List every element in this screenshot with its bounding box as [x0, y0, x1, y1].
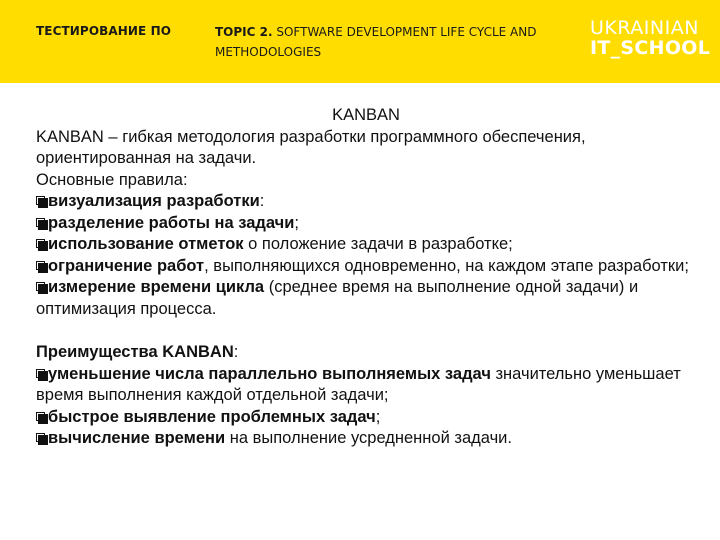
- advantage-bold: уменьшение числа параллельно выполняемых задач: [48, 364, 491, 383]
- checkbox-bullet-icon: [36, 195, 48, 208]
- advantages-heading-rest: :: [233, 343, 239, 361]
- logo-line-2: IT_SCHOOL: [590, 37, 711, 59]
- checkbox-bullet-icon: [36, 238, 48, 251]
- topic-number: TOPIC 2.: [215, 25, 273, 39]
- advantage-bold: быстрое выявление проблемных задач: [48, 407, 376, 426]
- topic-title: [215, 22, 555, 62]
- checkbox-bullet-icon: [36, 260, 48, 273]
- checkbox-bullet-icon: [36, 281, 48, 294]
- advantages-heading-bold: Преимущества KANBAN: [36, 343, 234, 361]
- rule-item: [36, 256, 696, 278]
- topic-name: SOFTWARE DEVELOPMENT LIFE CYCLE AND METHODOLOGIES: [215, 25, 537, 59]
- rule-item: [36, 277, 696, 320]
- logo-line-1: UKRAINIAN: [590, 17, 699, 39]
- slide-body: [36, 105, 696, 450]
- advantage-text: на выполнение усредненной задачи.: [225, 429, 512, 447]
- rule-item: [36, 213, 696, 235]
- rule-text: :: [259, 192, 265, 210]
- advantage-text: значительно уменьшает время выполнения каждой отдельной задачи;: [36, 364, 681, 404]
- rule-text: (среднее время на выполнение одной задачи) и оптимизация процесса.: [36, 278, 639, 318]
- slide-title: KANBAN: [332, 106, 400, 124]
- checkbox-bullet-icon: [36, 217, 48, 230]
- rule-text: о положение задачи в разработке;: [243, 235, 513, 253]
- advantages-heading: [36, 342, 696, 364]
- checkbox-bullet-icon: [36, 411, 48, 424]
- spacer: [36, 320, 696, 342]
- rule-bold: измерение времени цикла: [48, 278, 265, 296]
- rule-item: [36, 191, 696, 213]
- definition: KANBAN – гибкая методология разработки программного обеспечения, ориентированная на задачи.: [36, 127, 586, 167]
- rules-heading: Основные правила:: [36, 170, 188, 189]
- checkbox-bullet-icon: [36, 432, 48, 445]
- rule-bold: визуализация разработки: [48, 192, 260, 210]
- advantage-bold: вычисление времени: [48, 429, 226, 447]
- slide-header: [0, 0, 720, 83]
- rule-text: , выполняющихся одновременно, на каждом этапе разработки;: [204, 256, 689, 275]
- advantage-item: [36, 428, 696, 450]
- rule-bold: использование отметок: [48, 235, 244, 253]
- checkbox-bullet-icon: [36, 368, 48, 381]
- advantage-item: [36, 364, 696, 407]
- advantage-text: ;: [375, 407, 381, 426]
- rule-text: ;: [294, 213, 299, 232]
- rule-bold: разделение работы на задачи: [48, 213, 295, 232]
- rule-item: [36, 234, 696, 256]
- rule-bold: ограничение работ: [48, 256, 205, 275]
- course-title: ТЕСТИРОВАНИЕ ПО: [36, 24, 172, 38]
- school-logo: [590, 18, 710, 58]
- advantage-item: [36, 407, 696, 429]
